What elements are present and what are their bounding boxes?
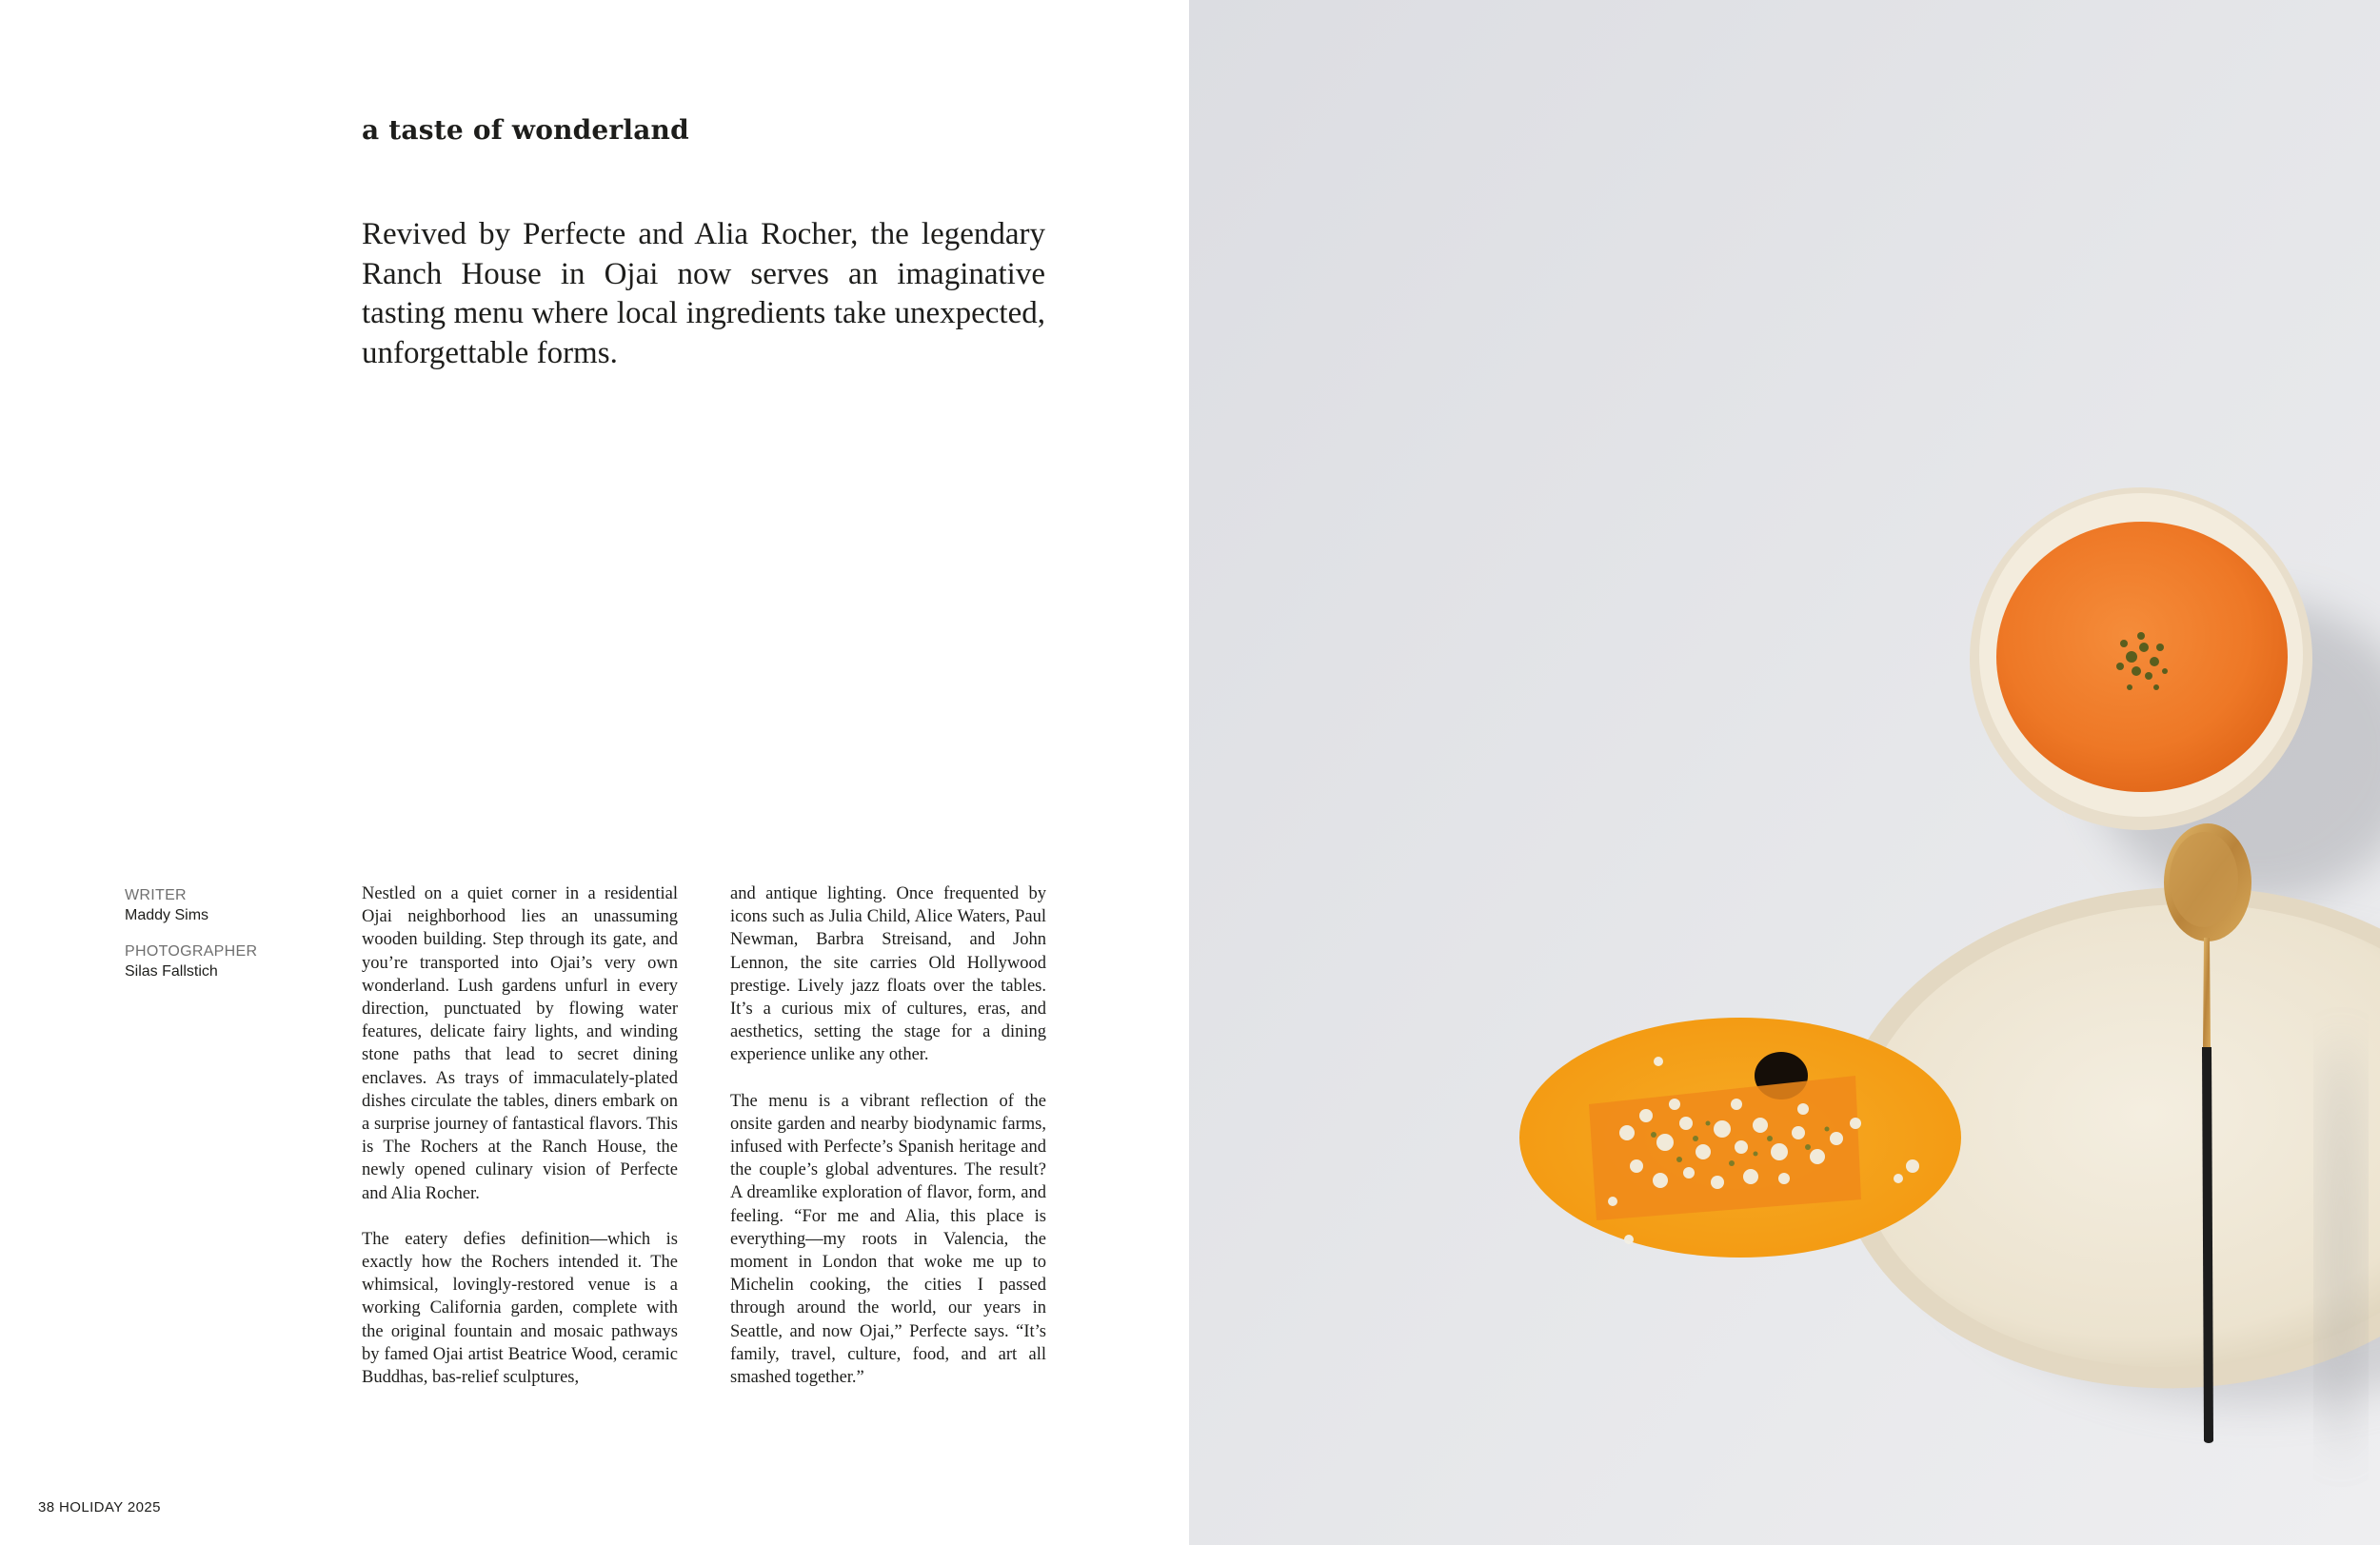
writer-name: Maddy Sims — [125, 907, 209, 923]
folio: 38 HOLIDAY 2025 — [38, 1499, 161, 1515]
body-paragraph: The menu is a vibrant reflection of the onsite garden and nearby biodynamic farms, infused with Perfecte’s Spanish heritage and the couple’s global adventures. The result? A dreamlike exploration of flavor, form, and feeling. “For me and Alia, this place is everything—my roots in Valencia, the moment in London that woke me up to Michelin cooking, the cities I passed through around the world, our years in Seattle, and now Ojai,” Perfecte says. “It’s family, travel, culture, food, and art all smashed together.” — [730, 1091, 1046, 1388]
article-deck: Revived by Perfecte and Alia Rocher, the legendary Ranch House in Ojai now serves an imaginative tasting menu where local ingredients take unexpected, unforgettable forms. — [362, 217, 1045, 370]
body-column-1 — [362, 882, 678, 1412]
photographer-role: PHOTOGRAPHER — [125, 943, 258, 960]
food-photo-illustration — [1189, 0, 2380, 1545]
photographer-name: Silas Fallstich — [125, 963, 218, 980]
body-paragraph: The eatery defies definition—which is exactly how the Rochers intended it. The whimsical, lovingly-restored venue is a working California garden, complete with the original fountain and mosaic pathways by famed Ojai artist Beatrice Wood, ceramic Buddhas, bas-relief sculptures, — [362, 1229, 678, 1388]
writer-role: WRITER — [125, 887, 187, 903]
body-column-2 — [730, 882, 1046, 1412]
body-paragraph: Nestled on a quiet corner in a residential Ojai neighborhood lies an unassuming wooden building. Step through its gate, and you’re transported into Ojai’s very own wonderland. Lush gardens unfurl in every direction, punctuated by flowing water features, delicate fairy lights, and winding stone paths that lead to secret dining enclaves. As trays of immaculately-plated dishes circulate the tables, diners embark on a surprise journey of fantastical flavors. This is The Rochers at the Ranch House, the newly opened culinary vision of Perfecte and Alia Rocher. — [362, 884, 678, 1203]
credits — [125, 885, 315, 998]
article-kicker: a taste of wonderland — [362, 114, 689, 146]
left-page — [0, 0, 1189, 1545]
body-paragraph: and antique lighting. Once frequented by icons such as Julia Child, Alice Waters, Paul Newman, Barbra Streisand, and John Lennon, the site carries Old Hollywood prestige. Lively jazz floats over the tables. It’s a curious mix of cultures, eras, and aesthetics, setting the stage for a dining experience unlike any other. — [730, 884, 1046, 1065]
food-photo — [1189, 0, 2380, 1545]
